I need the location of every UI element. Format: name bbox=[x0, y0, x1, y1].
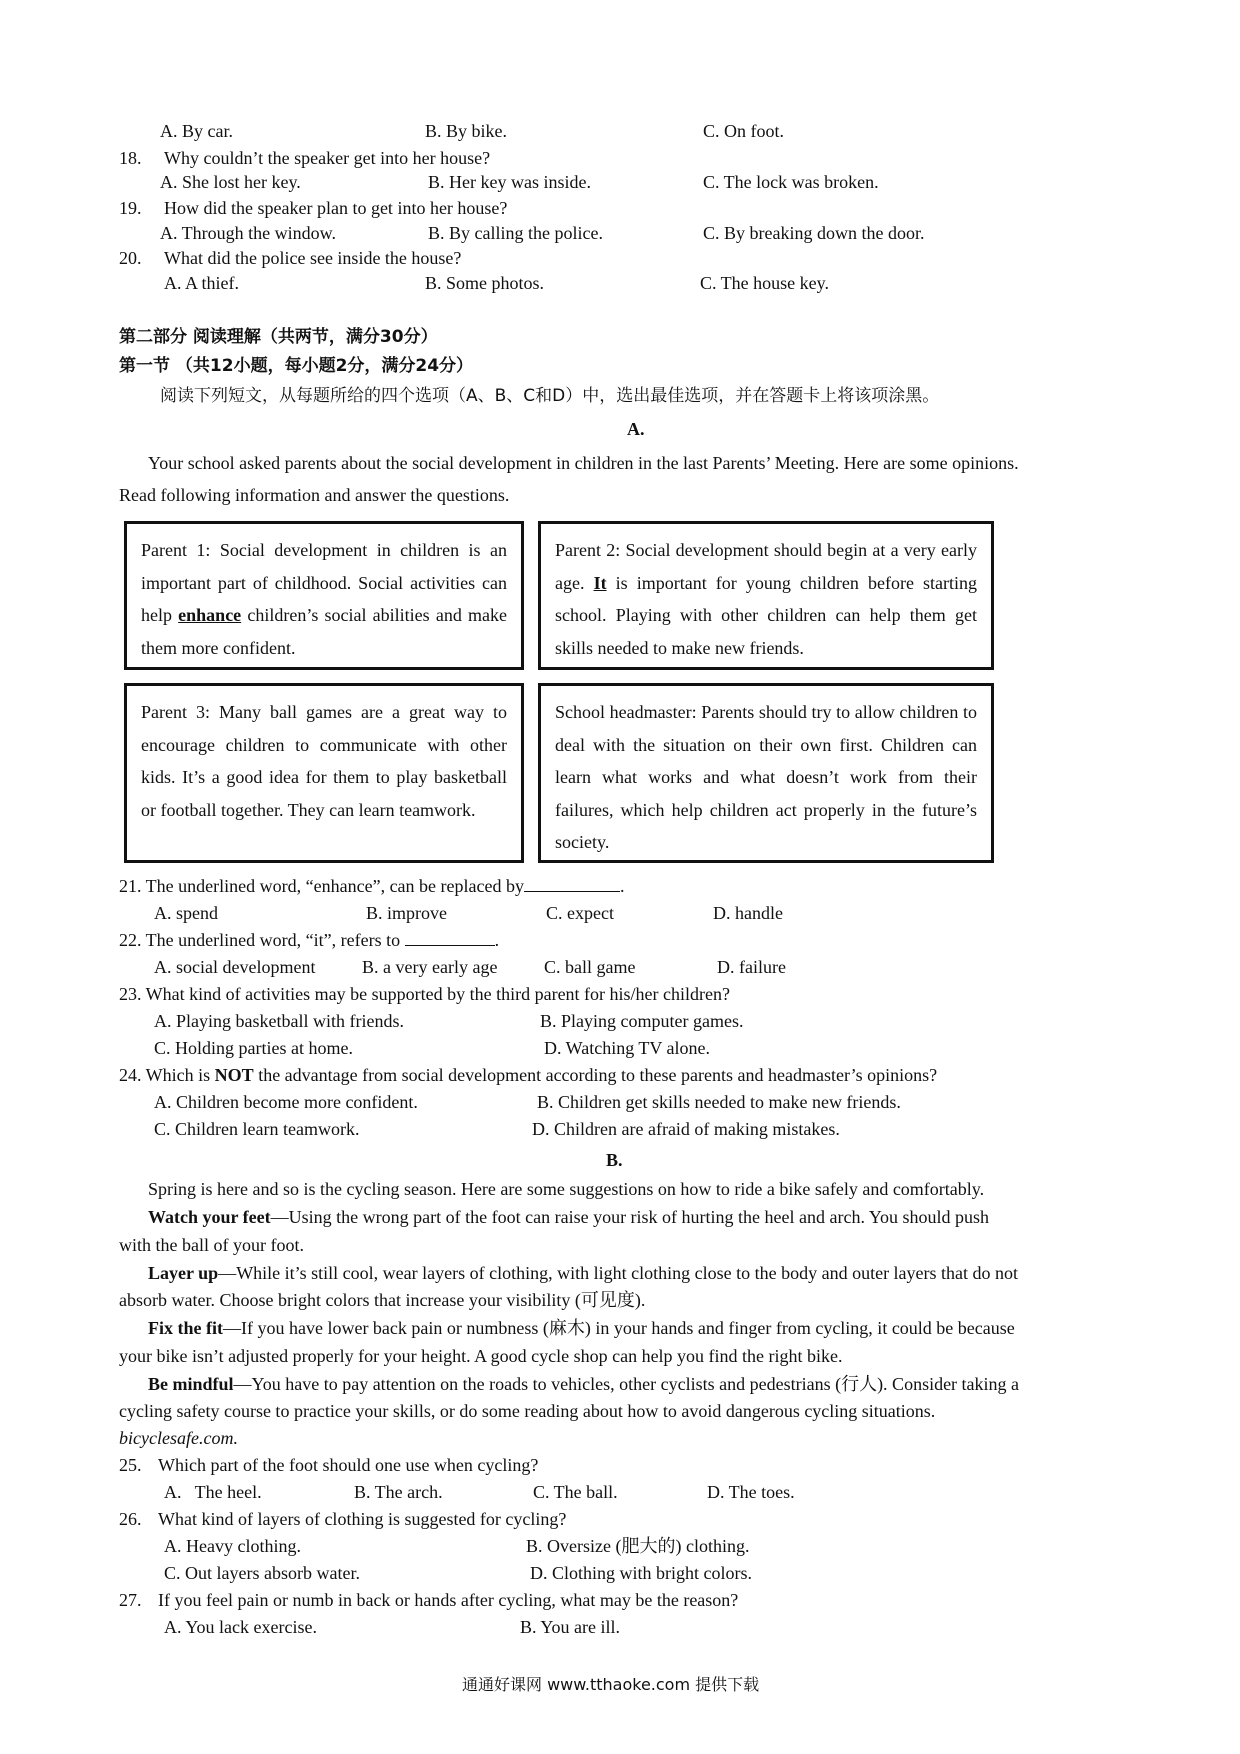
q27-number: 27. bbox=[119, 1590, 142, 1610]
q24-option-c: C. Children learn teamwork. bbox=[154, 1119, 360, 1139]
q25-option-c: C. The ball. bbox=[533, 1482, 618, 1502]
passage-b-p4-line2: cycling safety course to practice your skills, or do some reading about how to avoid dangerous cycling situations. bbox=[119, 1401, 936, 1421]
q23-option-b: B. Playing computer games. bbox=[540, 1011, 744, 1031]
q24-option-d: D. Children are afraid of making mistakes. bbox=[532, 1119, 840, 1139]
passage-b-p1-line1 bbox=[148, 1206, 989, 1228]
q19-option-c: C. By breaking down the door. bbox=[703, 223, 925, 243]
q24-question-pre: 24. Which is bbox=[119, 1065, 215, 1085]
q26-option-a: A. Heavy clothing. bbox=[164, 1536, 301, 1556]
q20-option-c: C. The house key. bbox=[700, 273, 829, 293]
q20-question: What did the police see inside the house? bbox=[164, 248, 462, 268]
q23-question: 23. What kind of activities may be supported by the third parent for his/her children? bbox=[119, 984, 730, 1004]
headmaster-box bbox=[538, 683, 994, 863]
parent2-box bbox=[538, 521, 994, 670]
q25-option-d: D. The toes. bbox=[707, 1482, 795, 1502]
q26-option-b: B. Oversize (肥大的) clothing. bbox=[526, 1536, 750, 1556]
parent3-box bbox=[124, 683, 524, 863]
watch-your-feet-heading: Watch your feet bbox=[148, 1207, 271, 1227]
q19-question: How did the speaker plan to get into her house? bbox=[164, 198, 508, 218]
passage-b-p3-line1 bbox=[148, 1317, 1015, 1339]
q22-question bbox=[119, 929, 499, 951]
q21-answer-blank bbox=[524, 875, 620, 892]
passage-b-p1-line2: with the ball of your foot. bbox=[119, 1235, 304, 1255]
q25-number: 25. bbox=[119, 1455, 142, 1475]
q22-option-c: C. ball game bbox=[544, 957, 636, 977]
passage-b-p3-line2: your bike isn’t adjusted properly for your height. A good cycle shop can help you find the right bike. bbox=[119, 1346, 843, 1366]
q21-option-a: A. spend bbox=[154, 903, 218, 923]
p1-line1-text: —Using the wrong part of the foot can raise your risk of hurting the heel and arch. You should push bbox=[270, 1207, 990, 1227]
passage-b-label: B. bbox=[606, 1150, 623, 1170]
q18-option-a: A. She lost her key. bbox=[160, 172, 301, 192]
passage-b-intro: Spring is here and so is the cycling season. Here are some suggestions on how to ride a bike safely and comfortably. bbox=[148, 1179, 985, 1199]
q21-question-text: 21. The underlined word, “enhance”, can be replaced by bbox=[119, 876, 524, 896]
q21-question bbox=[119, 875, 624, 897]
q24-question-post: the advantage from social development according to these parents and headmaster’s opinions? bbox=[253, 1065, 938, 1085]
q27-option-a: A. You lack exercise. bbox=[164, 1617, 317, 1637]
parent1-text-pre: Parent 1: Social development in children is an important part of childhood. Social activities can help bbox=[141, 540, 507, 625]
section1-heading: 第一节 （共12小题，每小题2分，满分24分） bbox=[119, 356, 474, 376]
passage-b-source: bicyclesafe.com. bbox=[119, 1428, 238, 1448]
q18-question: Why couldn’t the speaker get into her house? bbox=[164, 148, 491, 168]
q22-option-d: D. failure bbox=[717, 957, 786, 977]
reading-instructions: 阅读下列短文，从每题所给的四个选项（A、B、C和D）中，选出最佳选项，并在答题卡上将该项涂黑。 bbox=[160, 386, 940, 406]
parent2-text-post: is important for young children before starting school. Playing with other children can help them get skills needed to make new friends. bbox=[555, 572, 977, 658]
q18-option-c: C. The lock was broken. bbox=[703, 172, 879, 192]
p2-line1-text: —While it’s still cool, wear layers of clothing, with light clothing close to the body and outer layers that do not bbox=[218, 1263, 1019, 1283]
passage-a-intro-line2: Read following information and answer the questions. bbox=[119, 485, 510, 505]
q26-question: What kind of layers of clothing is suggested for cycling? bbox=[158, 1509, 567, 1529]
parent2-text-pre: Parent 2: Social development should begin at a very early age. bbox=[555, 540, 977, 593]
part2-heading: 第二部分 阅读理解（共两节，满分30分） bbox=[119, 327, 438, 347]
headmaster-text: School headmaster: Parents should try to allow children to deal with the situation on their own first. Children can learn what works and what doesn’t work from their failures, which help children act properly in the future’s society. bbox=[555, 702, 977, 852]
q23-option-a: A. Playing basketball with friends. bbox=[154, 1011, 404, 1031]
q21-option-b: B. improve bbox=[366, 903, 447, 923]
q24-option-b: B. Children get skills needed to make new friends. bbox=[537, 1092, 901, 1112]
q17-option-b: B. By bike. bbox=[425, 121, 508, 141]
footer-download-note: 通通好课网 www.tthaoke.com 提供下载 bbox=[462, 1675, 760, 1694]
q23-option-c: C. Holding parties at home. bbox=[154, 1038, 353, 1058]
q25-question: Which part of the foot should one use when cycling? bbox=[158, 1455, 539, 1475]
q20-option-a: A. A thief. bbox=[164, 273, 239, 293]
q26-number: 26. bbox=[119, 1509, 142, 1529]
it-underlined-word: It bbox=[593, 572, 607, 593]
q22-option-a: A. social development bbox=[154, 957, 316, 977]
q26-option-c: C. Out layers absorb water. bbox=[164, 1563, 360, 1583]
parent1-text-post: children’s social abilities and make them more confident. bbox=[141, 605, 507, 658]
q18-number: 18. bbox=[119, 148, 142, 168]
q19-number: 19. bbox=[119, 198, 142, 218]
q24-option-a: A. Children become more confident. bbox=[154, 1092, 418, 1112]
q22-question-text: 22. The underlined word, “it”, refers to bbox=[119, 930, 401, 950]
q27-option-b: B. You are ill. bbox=[520, 1617, 621, 1637]
q18-option-b: B. Her key was inside. bbox=[428, 172, 591, 192]
passage-a-intro-line1: Your school asked parents about the social development in children in the last Parents’ Meeting. Here are some opinions. bbox=[148, 453, 1019, 473]
q23-option-d: D. Watching TV alone. bbox=[544, 1038, 711, 1058]
p4-line1-text: —You have to pay attention on the roads to vehicles, other cyclists and pedestrians (行人). Consider taking a bbox=[233, 1374, 1020, 1394]
layer-up-heading: Layer up bbox=[148, 1263, 219, 1283]
q27-question: If you feel pain or numb in back or hands after cycling, what may be the reason? bbox=[158, 1590, 739, 1610]
q22-end: . bbox=[494, 930, 500, 950]
q21-option-c: C. expect bbox=[546, 903, 614, 923]
q19-option-b: B. By calling the police. bbox=[428, 223, 603, 243]
q26-option-d: D. Clothing with bright colors. bbox=[530, 1563, 752, 1583]
q20-option-b: B. Some photos. bbox=[425, 273, 545, 293]
passage-b-p2-line1 bbox=[148, 1262, 1018, 1284]
q22-answer-blank bbox=[405, 929, 495, 946]
passage-b-p2-line2: absorb water. Choose bright colors that increase your visibility (可见度). bbox=[119, 1290, 646, 1310]
passage-b-p4-line1 bbox=[148, 1373, 1019, 1395]
q21-end: . bbox=[619, 876, 625, 896]
q17-option-c: C. On foot. bbox=[703, 121, 784, 141]
q22-option-b: B. a very early age bbox=[362, 957, 498, 977]
be-mindful-heading: Be mindful bbox=[148, 1374, 234, 1394]
passage-a-label: A. bbox=[627, 419, 645, 439]
p3-line1-text: —If you have lower back pain or numbness (麻木) in your hands and finger from cycling, it could be because bbox=[222, 1318, 1015, 1338]
q25-option-a: A. The heel. bbox=[164, 1482, 262, 1502]
q24-not-emphasis: NOT bbox=[214, 1065, 254, 1085]
enhance-underlined-word: enhance bbox=[178, 605, 242, 625]
fix-the-fit-heading: Fix the fit bbox=[148, 1318, 223, 1338]
q19-option-a: A. Through the window. bbox=[160, 223, 336, 243]
q24-question bbox=[119, 1064, 937, 1086]
q21-option-d: D. handle bbox=[713, 903, 783, 923]
q17-option-a: A. By car. bbox=[160, 121, 233, 141]
parent1-box bbox=[124, 521, 524, 670]
q20-number: 20. bbox=[119, 248, 142, 268]
q25-option-b: B. The arch. bbox=[354, 1482, 443, 1502]
parent3-text: Parent 3: Many ball games are a great way to encourage children to communicate with other kids. It’s a good idea for them to play basketball or football together. They can learn teamwork. bbox=[141, 702, 507, 820]
